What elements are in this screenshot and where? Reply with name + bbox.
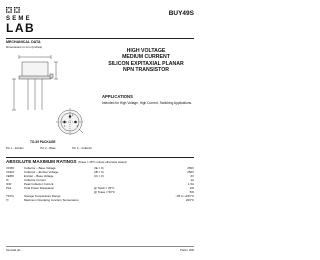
logo-icon (6, 7, 32, 13)
ratings-symbol: VCEO (6, 170, 15, 174)
ratings-row (6, 198, 194, 202)
ratings-title-text: ABSOLUTE MAXIMUM RATINGS (6, 159, 77, 164)
ratings-condition-open: (T (77, 160, 81, 164)
footer-company: Semelab plc. (6, 249, 21, 252)
ratings-divider (6, 157, 194, 158)
headline-line-1: HIGH VOLTAGE (126, 48, 166, 54)
ratings-symbol: TSTG (6, 194, 14, 198)
ratings-value: 1A (190, 178, 194, 182)
ratings-value: 1.5A (188, 182, 194, 186)
ratings-table (6, 166, 194, 202)
pin-1-label: Pin 1 – Emitter (6, 147, 24, 150)
ratings-parameter: Collector Current (24, 178, 46, 182)
ratings-parameter: Total Power Dissipation (24, 186, 55, 190)
mechanical-data-subtitle: Dimensions in mm (inches) (6, 44, 43, 49)
pin-3-label: Pin 3 – Collector (72, 147, 92, 150)
svg-text:2: 2 (72, 114, 74, 117)
svg-text:1: 1 (64, 125, 66, 128)
ratings-symbol: Tj (6, 198, 9, 202)
ratings-value: 250V (187, 166, 194, 170)
package-drawing (6, 50, 96, 146)
pin-2-label: Pin 2 – Base (40, 147, 56, 150)
ratings-value: 5W (189, 190, 194, 194)
mechanical-data-title: MECHANICAL DATA (6, 40, 41, 44)
part-number: BUY49S (168, 10, 194, 17)
pin-legend (6, 147, 92, 150)
ratings-symbol: ICM (6, 182, 12, 186)
applications-title: APPLICATIONS (102, 94, 133, 99)
headline-line-2: MEDIUM CURRENT (122, 54, 170, 61)
ratings-value: 250V (187, 170, 194, 174)
ratings-condition: case = 25°C unless otherwise stated) (80, 160, 127, 164)
ratings-condition: @ Tamb = 25°C (94, 186, 115, 190)
ratings-condition: (IB = 0) (94, 170, 104, 174)
ratings-parameter: Maximum Operating Junction Temperature (24, 198, 79, 202)
logo-seme-text: SEME (6, 16, 32, 22)
footer-divider (6, 246, 194, 247)
applications-text: Intended for High Voltage, High Current, Switching Applications. (102, 101, 193, 105)
ratings-symbol: VEBO (6, 174, 15, 178)
ratings-value: 200°C (185, 198, 194, 202)
ratings-parameter: Collector – Base Voltage (24, 166, 56, 170)
headline-line-4: NPN TRANSISTOR (122, 67, 170, 74)
ratings-value: 1W (189, 186, 194, 190)
ratings-parameter: Storage Temperature Range (24, 194, 61, 198)
footer-revision: Prelim. 3/96 (180, 249, 194, 252)
ratings-value: 6V (190, 174, 194, 178)
logo-lab-text: LAB (6, 21, 36, 35)
company-logo (6, 16, 35, 34)
svg-text:3: 3 (76, 125, 78, 128)
ratings-condition: @ Tcase = 50°C (94, 190, 115, 194)
ratings-symbol: VCBO (6, 166, 15, 170)
package-label: TO-39 PACKAGE (30, 140, 56, 144)
ratings-condition (94, 198, 140, 202)
ratings-condition: (IE = 0) (94, 166, 104, 170)
headline-line-3: SILICON EXPITAXIAL PLANAR (108, 60, 184, 67)
ratings-symbol: IC (6, 178, 9, 182)
ratings-parameter: Emitter – Base Voltage (24, 174, 54, 178)
ratings-parameter: Collector – Emitter Voltage (24, 170, 59, 174)
ratings-symbol: Ptot (6, 186, 12, 190)
ratings-condition: (IC = 0) (94, 174, 104, 178)
ratings-value: –65 to +150°C (175, 194, 194, 198)
ratings-spacer (140, 198, 164, 202)
product-headline (96, 48, 196, 74)
ratings-title (6, 159, 127, 164)
header-divider (6, 38, 194, 39)
ratings-parameter: Peak Collector Current (24, 182, 54, 186)
